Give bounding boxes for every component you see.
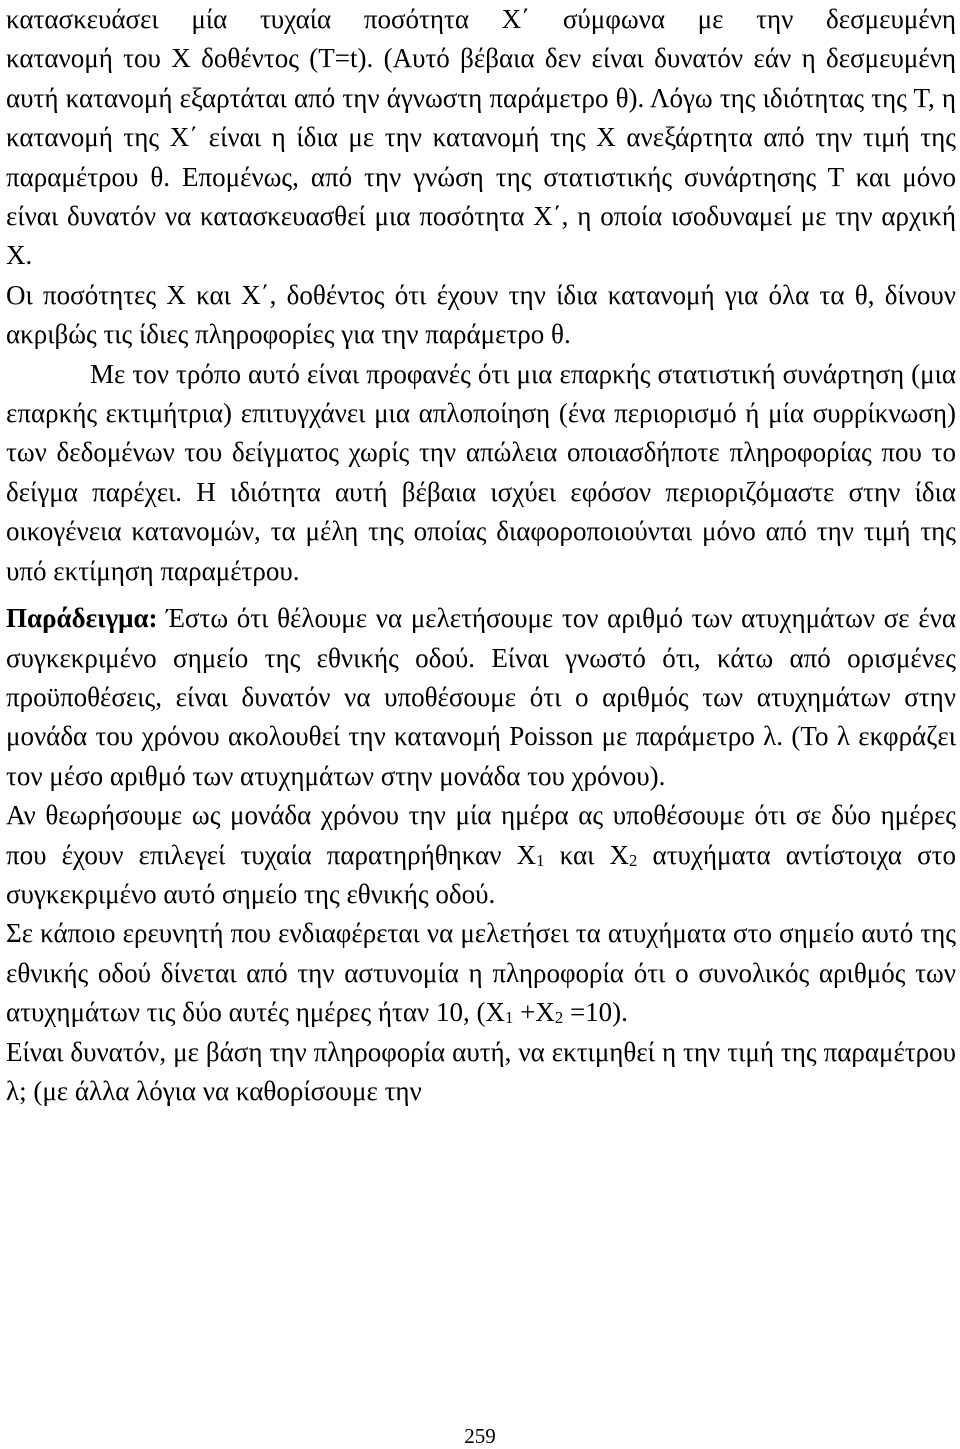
paragraph-first-line: κατασκευάσει μία τυχαία ποσότητα Χ΄ σύμφωνα με την δεσμευμένη	[6, 4, 956, 34]
paragraph-same-information: Οι ποσότητες Χ και Χ΄, δοθέντος ότι έχουν την ίδια κατανομή για όλα τα θ, δίνουν ακριβώς τις ίδιες πληροφορίες για την παράμετρο θ.	[6, 279, 956, 350]
paragraph-question: Είναι δυνατόν, με βάση την πληροφορία αυτή, να εκτιμηθεί η την τιμή της παραμέτρου λ; (με άλλα λόγια να καθορίσουμε την	[6, 1036, 956, 1106]
text-segment: ατυχήματα αντίστοιχα στο συγκεκριμένο αυτό σημείο της εθνικής οδού.	[6, 839, 956, 909]
subscript: 2	[554, 1008, 564, 1028]
paragraph-example	[6, 599, 956, 796]
document-body	[6, 0, 956, 1111]
paragraph-police-info	[6, 914, 956, 1032]
text-segment: και Χ	[544, 839, 630, 870]
paragraph-two-days	[6, 796, 956, 914]
text-segment: +Χ	[513, 997, 555, 1028]
subscript: 1	[536, 850, 545, 870]
paragraph-sufficient-statistic: Με τον τρόπο αυτό είναι προφανές ότι μια επαρκής στατιστική συνάρτηση (μια επαρκής εκτιμήτρια) επιτυγχάνει μια απλοποίηση (ένα περιορισμό ή μία συρρίκνωση) των δεδομένων του δείγματος χωρίς την απώλεια οποιασδήποτε πληροφορίας που το δείγμα παρέχει. Η ιδιότητα αυτή βέβαια ισχύει εφόσον περιοριζόμαστε στην ίδια οικογένεια κατανομών, τα μέλη της οποίας διαφοροποιούνται μόνο από την τιμή της υπό εκτίμηση παραμέτρου.	[6, 358, 956, 586]
example-label: Παράδειγμα:	[6, 603, 158, 634]
text-segment: =10).	[563, 997, 628, 1028]
text-segment: Αν θεωρήσουμε ως μονάδα χρόνου την μία ημέρα ας υποθέσουμε ότι σε δύο ημέρες που έχουν επιλεγεί τυχαία παρατηρήθηκαν Χ	[6, 800, 956, 870]
subscript: 1	[504, 1008, 514, 1028]
paragraph-gap	[6, 591, 956, 599]
page-number: 259	[464, 1424, 496, 1448]
subscript: 2	[629, 850, 638, 870]
paragraph-continuation	[6, 0, 956, 276]
example-text: Έστω ότι θέλουμε να μελετήσουμε τον αριθμό των ατυχημάτων σε ένα συγκεκριμένο σημείο της εθνικής οδού. Είναι γνωστό ότι, κάτω από ορισμένες προϋποθέσεις, είναι δυνατόν να υποθέσουμε ότι ο αριθμός των ατυχημάτων στην μονάδα του χρόνου ακολουθεί την κατανομή Poisson με παράμετρο λ. (Το λ εκφράζει τον μέσο αριθμό των ατυχημάτων στην μονάδα του χρόνου).	[6, 603, 957, 791]
document-page	[6, 0, 956, 1111]
paragraph-continuation-text: κατανομή του Χ δοθέντος (Τ=t). (Αυτό βέβαια δεν είναι δυνατόν εάν η δεσμευμένη αυτή κατανομή εξαρτάται από την άγνωστη παράμετρο θ). Λόγω της ιδιότητας της Τ, η κατανομή της Χ΄ είναι η ίδια με την κατανομή της Χ ανεξάρτητα από την τιμή της παραμέτρου θ. Επομένως, από την γνώση της στατιστικής συνάρτησης Τ και μόνο είναι δυνατόν να κατασκευασθεί μια ποσότητα Χ΄, η οποία ισοδυναμεί με την αρχική Χ.	[6, 43, 956, 271]
text-segment: Σε κάποιο ερευνητή που ενδιαφέρεται να μελετήσει τα ατυχήματα στο σημείο αυτό της εθνικής οδού δίνεται από την αστυνομία η πληροφορία ότι ο συνολικός αριθμός των ατυχημάτων τις δύο αυτές ημέρες ήταν 10, (Χ	[6, 918, 956, 1028]
